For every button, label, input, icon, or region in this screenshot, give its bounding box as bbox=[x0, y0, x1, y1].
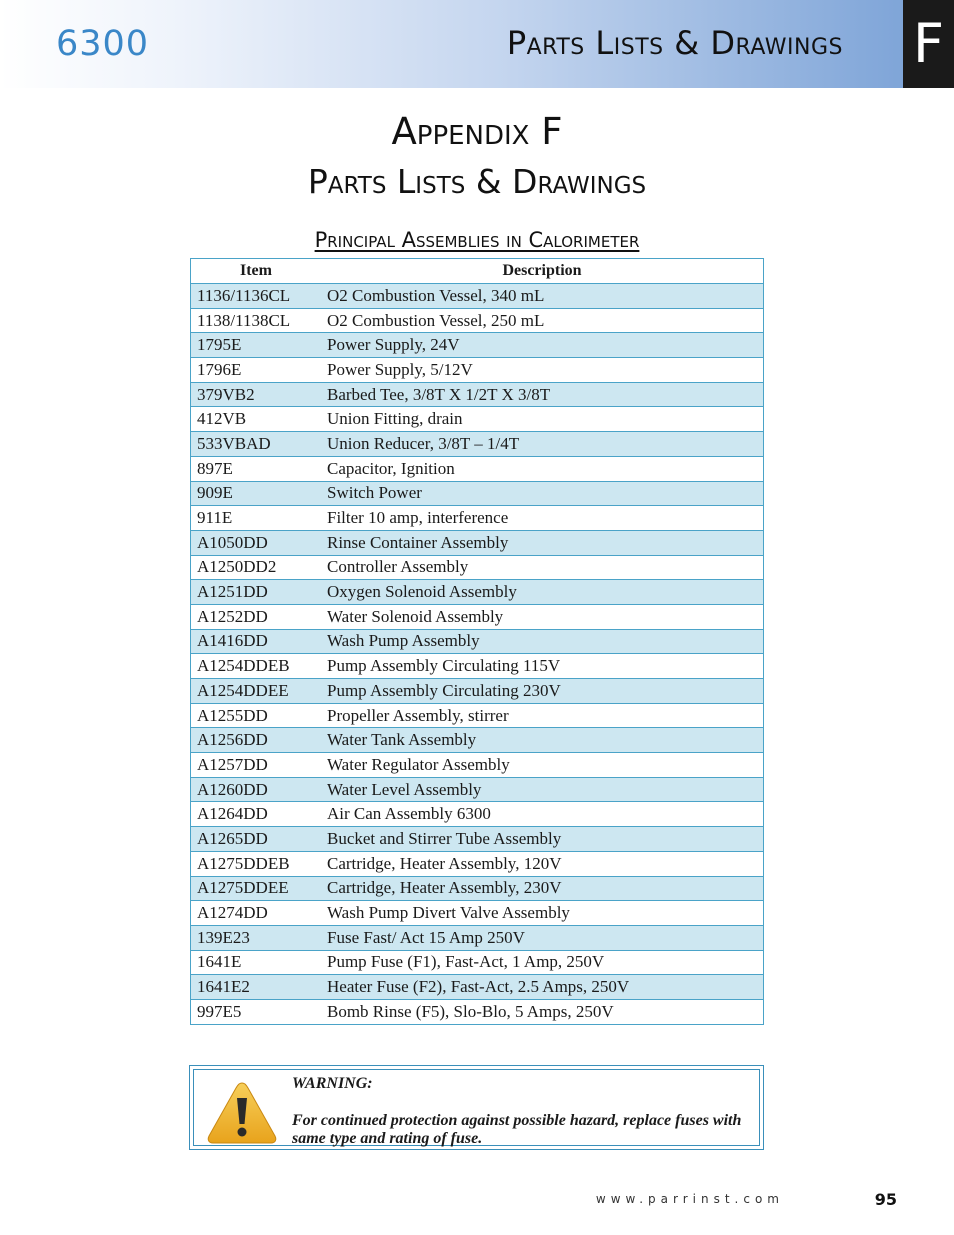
appendix-subheading: Parts Lists & Drawings bbox=[307, 162, 647, 201]
description-cell: Water Regulator Assembly bbox=[321, 753, 764, 778]
table-row bbox=[191, 827, 764, 852]
item-cell: 1795E bbox=[191, 333, 322, 358]
description-cell: Water Level Assembly bbox=[321, 777, 764, 802]
item-cell: 1641E2 bbox=[191, 975, 322, 1000]
description-cell: Cartridge, Heater Assembly, 230V bbox=[321, 876, 764, 901]
description-cell: Pump Assembly Circulating 230V bbox=[321, 679, 764, 704]
warning-title: WARNING: bbox=[292, 1075, 373, 1092]
column-header-item: Item bbox=[191, 259, 322, 284]
warning-box-inner bbox=[193, 1069, 760, 1146]
parts-table-body bbox=[191, 284, 764, 1025]
parts-table bbox=[190, 258, 764, 1025]
table-row bbox=[191, 950, 764, 975]
item-cell: A1260DD bbox=[191, 777, 322, 802]
table-row bbox=[191, 555, 764, 580]
table-row bbox=[191, 703, 764, 728]
table-row bbox=[191, 975, 764, 1000]
table-row bbox=[191, 481, 764, 506]
header-banner bbox=[0, 0, 903, 88]
item-cell: A1250DD2 bbox=[191, 555, 322, 580]
warning-box bbox=[189, 1065, 764, 1150]
header-title: Parts Lists & Drawings bbox=[506, 24, 843, 62]
table-row bbox=[191, 629, 764, 654]
table-row bbox=[191, 901, 764, 926]
table-row bbox=[191, 432, 764, 457]
item-cell: 379VB2 bbox=[191, 382, 322, 407]
item-cell: A1252DD bbox=[191, 604, 322, 629]
appendix-tab: F bbox=[903, 0, 954, 88]
item-cell: 1136/1136CL bbox=[191, 284, 322, 309]
item-cell: A1257DD bbox=[191, 753, 322, 778]
item-cell: 909E bbox=[191, 481, 322, 506]
description-cell: Fuse Fast/ Act 15 Amp 250V bbox=[321, 925, 764, 950]
description-cell: Controller Assembly bbox=[321, 555, 764, 580]
table-row bbox=[191, 382, 764, 407]
table-row bbox=[191, 851, 764, 876]
warning-text: For continued protection against possible hazard, replace fuses with same type and rating of fuse. bbox=[292, 1112, 742, 1147]
item-cell: 1796E bbox=[191, 358, 322, 383]
description-cell: Power Supply, 5/12V bbox=[321, 358, 764, 383]
description-cell: Water Tank Assembly bbox=[321, 728, 764, 753]
section-title: Principal Assemblies in Calorimeter bbox=[314, 228, 640, 252]
description-cell: O2 Combustion Vessel, 250 mL bbox=[321, 308, 764, 333]
description-cell: O2 Combustion Vessel, 340 mL bbox=[321, 284, 764, 309]
description-cell: Wash Pump Divert Valve Assembly bbox=[321, 901, 764, 926]
table-row bbox=[191, 654, 764, 679]
item-cell: 1138/1138CL bbox=[191, 308, 322, 333]
warning-triangle-icon bbox=[206, 1080, 278, 1146]
item-cell: A1255DD bbox=[191, 703, 322, 728]
description-cell: Switch Power bbox=[321, 481, 764, 506]
item-cell: A1251DD bbox=[191, 580, 322, 605]
item-cell: A1416DD bbox=[191, 629, 322, 654]
item-cell: 139E23 bbox=[191, 925, 322, 950]
table-row bbox=[191, 580, 764, 605]
description-cell: Heater Fuse (F2), Fast-Act, 2.5 Amps, 250V bbox=[321, 975, 764, 1000]
table-row bbox=[191, 358, 764, 383]
item-cell: 897E bbox=[191, 456, 322, 481]
description-cell: Filter 10 amp, interference bbox=[321, 506, 764, 531]
description-cell: Pump Assembly Circulating 115V bbox=[321, 654, 764, 679]
table-row bbox=[191, 679, 764, 704]
description-cell: Power Supply, 24V bbox=[321, 333, 764, 358]
description-cell: Union Reducer, 3/8T – 1/4T bbox=[321, 432, 764, 457]
description-cell: Water Solenoid Assembly bbox=[321, 604, 764, 629]
item-cell: 911E bbox=[191, 506, 322, 531]
item-cell: A1274DD bbox=[191, 901, 322, 926]
table-row bbox=[191, 333, 764, 358]
item-cell: 997E5 bbox=[191, 999, 322, 1024]
column-header-description: Description bbox=[321, 259, 764, 284]
description-cell: Cartridge, Heater Assembly, 120V bbox=[321, 851, 764, 876]
item-cell: A1265DD bbox=[191, 827, 322, 852]
description-cell: Propeller Assembly, stirrer bbox=[321, 703, 764, 728]
footer-url: www.parrinst.com bbox=[595, 1192, 784, 1206]
table-row bbox=[191, 530, 764, 555]
table-row bbox=[191, 506, 764, 531]
model-number: 6300 bbox=[56, 24, 150, 64]
table-header-row bbox=[191, 259, 764, 284]
table-row bbox=[191, 604, 764, 629]
table-row bbox=[191, 802, 764, 827]
description-cell: Capacitor, Ignition bbox=[321, 456, 764, 481]
table-row bbox=[191, 777, 764, 802]
item-cell: 533VBAD bbox=[191, 432, 322, 457]
description-cell: Wash Pump Assembly bbox=[321, 629, 764, 654]
table-row bbox=[191, 728, 764, 753]
page-number: 95 bbox=[874, 1190, 897, 1209]
item-cell: A1264DD bbox=[191, 802, 322, 827]
item-cell: 412VB bbox=[191, 407, 322, 432]
table-row bbox=[191, 876, 764, 901]
item-cell: A1275DDEE bbox=[191, 876, 322, 901]
description-cell: Oxygen Solenoid Assembly bbox=[321, 580, 764, 605]
description-cell: Bucket and Stirrer Tube Assembly bbox=[321, 827, 764, 852]
item-cell: A1050DD bbox=[191, 530, 322, 555]
item-cell: A1275DDEB bbox=[191, 851, 322, 876]
table-row bbox=[191, 456, 764, 481]
table-row bbox=[191, 284, 764, 309]
item-cell: A1254DDEB bbox=[191, 654, 322, 679]
description-cell: Union Fitting, drain bbox=[321, 407, 764, 432]
item-cell: A1254DDEE bbox=[191, 679, 322, 704]
item-cell: 1641E bbox=[191, 950, 322, 975]
description-cell: Rinse Container Assembly bbox=[321, 530, 764, 555]
description-cell: Pump Fuse (F1), Fast-Act, 1 Amp, 250V bbox=[321, 950, 764, 975]
table-row bbox=[191, 308, 764, 333]
table-row bbox=[191, 753, 764, 778]
description-cell: Air Can Assembly 6300 bbox=[321, 802, 764, 827]
table-row bbox=[191, 407, 764, 432]
table-row bbox=[191, 925, 764, 950]
description-cell: Bomb Rinse (F5), Slo-Blo, 5 Amps, 250V bbox=[321, 999, 764, 1024]
description-cell: Barbed Tee, 3/8T X 1/2T X 3/8T bbox=[321, 382, 764, 407]
appendix-heading: Appendix F bbox=[391, 110, 563, 153]
table-row bbox=[191, 999, 764, 1024]
item-cell: A1256DD bbox=[191, 728, 322, 753]
